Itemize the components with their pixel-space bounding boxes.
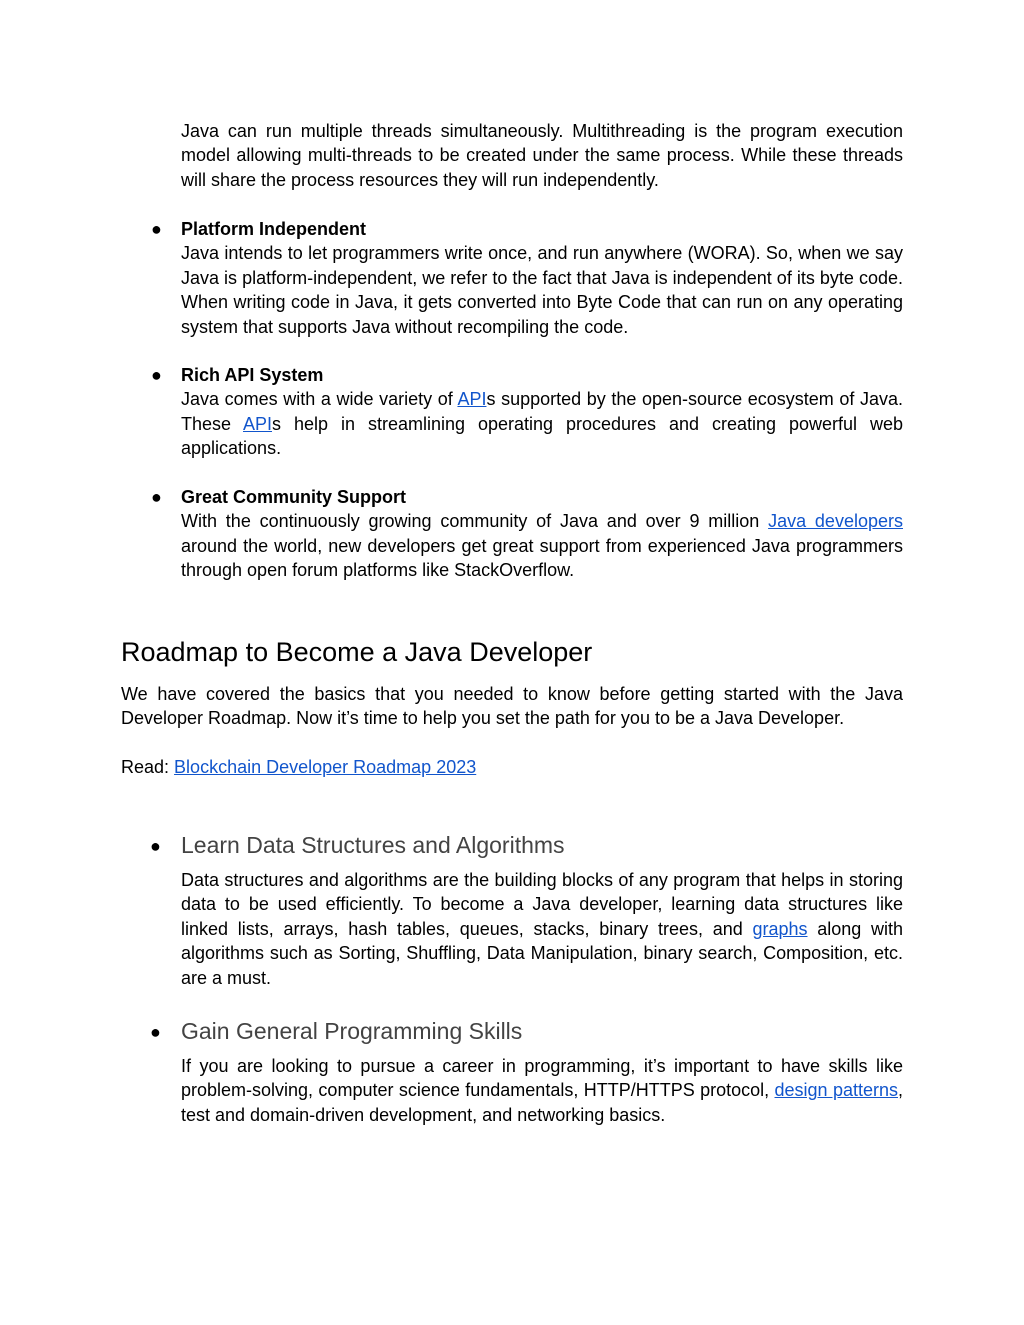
bullet-icon: ● bbox=[151, 219, 162, 239]
text-segment: s help in streamlining operating procedures and creating powerful web applications. bbox=[181, 413, 903, 459]
bullet-icon: ● bbox=[151, 487, 162, 507]
read-label: Read: bbox=[121, 757, 175, 777]
feature-text bbox=[181, 509, 903, 582]
feature-text bbox=[181, 387, 903, 460]
roadmap-heading: Roadmap to Become a Java Developer bbox=[121, 637, 593, 667]
multithreading-paragraph: Java can run multiple threads simultaneously. Multithreading is the program execution model allowing multi-threads to be created under the same process. While these threads will share the process resources they will run independently. bbox=[181, 121, 903, 190]
step-text-programming-skills bbox=[181, 1054, 903, 1127]
text-segment: around the world, new developers get great support from experienced Java programmers through open forum platforms like StackOverflow. bbox=[181, 535, 903, 581]
step-heading-programming-skills: Gain General Programming Skills bbox=[181, 1018, 523, 1044]
text-segment: If you are looking to pursue a career in programming, it’s important to have skills like problem-solving, computer science fundamentals, HTTP/HTTPS protocol, bbox=[181, 1056, 903, 1101]
design-patterns-link[interactable]: design patterns bbox=[774, 1080, 898, 1101]
feature-great-community-support bbox=[181, 485, 903, 583]
api-link[interactable]: API bbox=[243, 413, 273, 434]
text-segment: s supported by the open-source ecosystem of Java. These bbox=[181, 389, 903, 434]
text-segment: Java comes with a wide variety of bbox=[181, 389, 458, 410]
bullet-icon: ● bbox=[150, 836, 161, 856]
feature-title: Rich API System bbox=[181, 365, 324, 385]
bullet-icon: ● bbox=[150, 1022, 161, 1042]
feature-title: Platform Independent bbox=[181, 219, 367, 239]
text-segment: Data structures and algorithms are the building blocks of any program that helps in storing data to be used efficiently. To become a Java developer, learning data structures like linked lists, arrays, hash tables, queues, stacks, binary trees, and bbox=[181, 870, 903, 939]
feature-title: Great Community Support bbox=[181, 487, 407, 507]
blockchain-roadmap-link[interactable]: Blockchain Developer Roadmap 2023 bbox=[174, 757, 477, 777]
text-segment: With the continuously growing community of Java and over 9 million bbox=[181, 511, 769, 532]
step-text-data-structures bbox=[181, 868, 903, 990]
feature-rich-api-system bbox=[181, 363, 903, 461]
java-developers-link[interactable]: Java developers bbox=[768, 511, 903, 532]
read-line bbox=[121, 755, 903, 779]
feature-platform-independent bbox=[181, 217, 903, 339]
text-segment: , test and domain-driven development, and networking basics. bbox=[181, 1080, 903, 1125]
step-heading-data-structures: Learn Data Structures and Algorithms bbox=[181, 832, 565, 858]
api-link[interactable]: API bbox=[457, 389, 487, 410]
bullet-icon: ● bbox=[151, 365, 162, 385]
text-segment: along with algorithms such as Sorting, Shuffling, Data Manipulation, binary search, Composition, etc. are a must. bbox=[181, 918, 903, 988]
graphs-link[interactable]: graphs bbox=[752, 918, 808, 939]
feature-text: Java intends to let programmers write once, and run anywhere (WORA). So, when we say Java is platform-independent, we refer to the fact that Java is independent of its byte code. When writing code in Java, it gets converted into Byte Code that can run on any operating system that supports Java without recompiling the code. bbox=[181, 243, 903, 337]
roadmap-intro: We have covered the basics that you needed to know before getting started with the Java Developer Roadmap. Now it’s time to help you set the path for you to be a Java Developer. bbox=[121, 684, 903, 729]
